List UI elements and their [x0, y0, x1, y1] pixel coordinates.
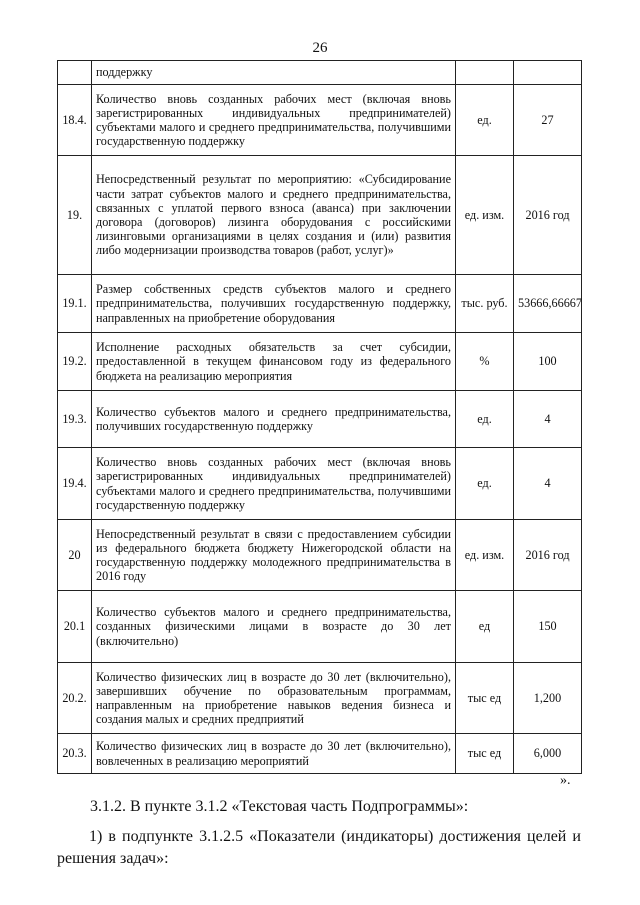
table-row — [58, 391, 582, 448]
row-unit: ед. изм. — [456, 520, 514, 591]
row-unit: ед — [456, 591, 514, 663]
indicators-table — [57, 60, 582, 774]
row-unit — [456, 61, 514, 85]
table-row — [58, 520, 582, 591]
row-text: Количество субъектов малого и среднего предпринимательства, получивших государственную поддержку — [92, 391, 456, 448]
row-number: 20.1 — [58, 591, 92, 663]
table-row — [58, 333, 582, 391]
paragraph-text: 1) в подпункте 3.1.2.5 «Показатели (индикаторы) достижения целей и — [89, 828, 581, 845]
row-number: 19. — [58, 156, 92, 275]
row-value — [514, 61, 582, 85]
table-row — [58, 591, 582, 663]
row-unit: тыс. руб. — [456, 275, 514, 333]
row-unit: % — [456, 333, 514, 391]
row-value: 2016 год — [514, 156, 582, 275]
row-number: 20 — [58, 520, 92, 591]
row-text: Размер собственных средств субъектов малого и среднего предпринимательства, получивших государственную поддержку, направленных на приобретение оборудования — [92, 275, 456, 333]
row-text: Количество физических лиц в возрасте до 30 лет (включительно), завершивших обучение по образовательным программам, направленным на приобретение навыков ведения бизнеса и создания малых и средних предприятий — [92, 663, 456, 734]
row-unit: ед. изм. — [456, 156, 514, 275]
row-number: 19.2. — [58, 333, 92, 391]
row-value: 6,000 — [514, 734, 582, 774]
row-number: 19.1. — [58, 275, 92, 333]
table-row — [58, 448, 582, 520]
paragraph-continuation: решения задач»: — [57, 850, 169, 867]
row-text: Количество вновь созданных рабочих мест (включая вновь зарегистрированных индивидуальных предпринимателей) субъектами малого и среднего предпринимательства, получившими государственную поддержку — [92, 448, 456, 520]
row-number: 20.3. — [58, 734, 92, 774]
closing-quote: ». — [560, 773, 571, 788]
row-value: 150 — [514, 591, 582, 663]
row-text: поддержку — [92, 61, 456, 85]
table-row — [58, 85, 582, 156]
row-value: 4 — [514, 391, 582, 448]
row-unit: ед. — [456, 448, 514, 520]
row-value: 27 — [514, 85, 582, 156]
page-number: 26 — [312, 40, 328, 56]
row-unit: тыс ед — [456, 663, 514, 734]
row-text: Исполнение расходных обязательств за счет субсидии, предоставленной в текущем финансовом году из федерального бюджета на реализацию мероприятия — [92, 333, 456, 391]
table-row — [58, 61, 582, 85]
row-number: 20.2. — [58, 663, 92, 734]
row-text: Количество физических лиц в возрасте до 30 лет (включительно), вовлеченных в реализацию мероприятий — [92, 734, 456, 774]
row-number: 18.4. — [58, 85, 92, 156]
row-text: Количество вновь созданных рабочих мест (включая вновь зарегистрированных индивидуальных предпринимателей) субъектами малого и среднего предпринимательства, получившими государственную поддержку — [92, 85, 456, 156]
table-row — [58, 734, 582, 774]
row-unit: ед. — [456, 85, 514, 156]
paragraph-heading: 3.1.2. В пункте 3.1.2 «Текстовая часть Подпрограммы»: — [90, 798, 469, 815]
table-row — [58, 156, 582, 275]
row-value: 2016 год — [514, 520, 582, 591]
row-number — [58, 61, 92, 85]
row-number: 19.3. — [58, 391, 92, 448]
row-unit: тыс ед — [456, 734, 514, 774]
row-value: 100 — [514, 333, 582, 391]
row-value: 53666,66667 — [514, 275, 582, 333]
row-number: 19.4. — [58, 448, 92, 520]
row-text: Количество субъектов малого и среднего предпринимательства, созданных физическими лицами в возрасте до 30 лет (включительно) — [92, 591, 456, 663]
row-unit: ед. — [456, 391, 514, 448]
row-text: Непосредственный результат в связи с предоставлением субсидии из федерального бюджета бюджету Нижегородской области на государственную поддержку молодежного предпринимательства в 2016 году — [92, 520, 456, 591]
row-value: 4 — [514, 448, 582, 520]
row-text: Непосредственный результат по мероприятию: «Субсидирование части затрат субъектов малого и среднего предпринимательства, связанных с уплатой первого взноса (аванса) при заключении договора (договоров) лизинга оборудования с российскими лизинговыми организациями в целях создания и (или) развития либо модернизации производства товаров (работ, услуг)» — [92, 156, 456, 275]
row-value: 1,200 — [514, 663, 582, 734]
table-row — [58, 663, 582, 734]
table-row — [58, 275, 582, 333]
